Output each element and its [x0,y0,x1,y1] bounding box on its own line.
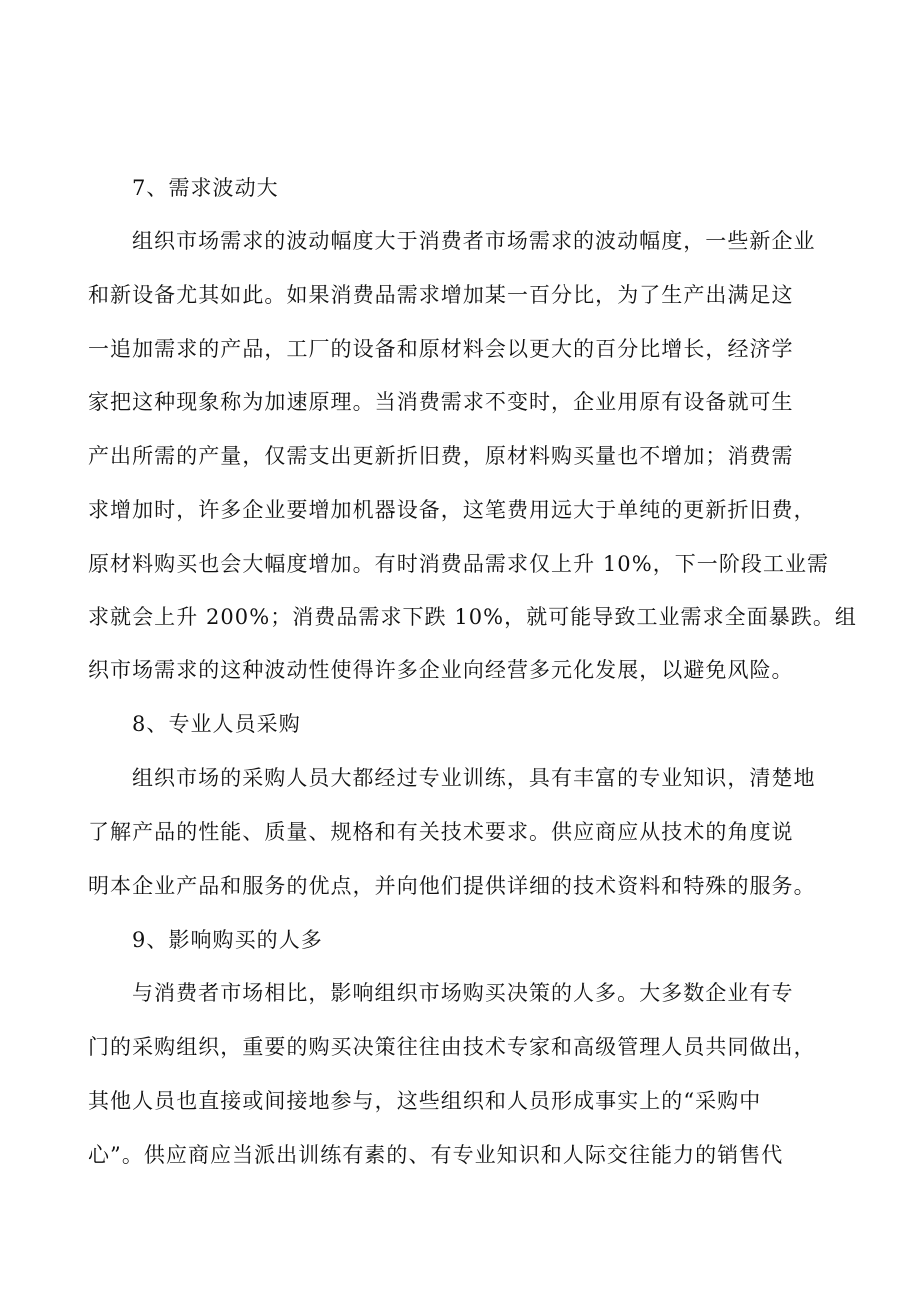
section-7-paragraph-line-8: 求就会上升 200%；消费品需求下跌 10%，就可能导致工业需求全面暴跌。组 [88,605,857,629]
section-9-paragraph-line-2: 门的采购组织，重要的购买决策往往由技术专家和高级管理人员共同做出， [88,1035,816,1059]
section-8-paragraph-line-1: 组织市场的采购人员大都经过专业训练，具有丰富的专业知识，清楚地 [132,766,816,790]
section-7-paragraph-line-4: 家把这种现象称为加速原理。当消费需求不变时，企业用原有设备就可生 [88,390,794,414]
section-7-paragraph-line-7: 原材料购买也会大幅度增加。有时消费品需求仅上升 10%，下一阶段工业需 [88,552,830,576]
section-7-paragraph-line-5: 产出所需的产量，仅需支出更新折旧费，原材料购买量也不增加；消费需 [88,444,794,468]
section-7-paragraph-line-6: 求增加时，许多企业要增加机器设备，这笔费用远大于单纯的更新折旧费， [88,498,816,522]
section-9-paragraph-line-1: 与消费者市场相比，影响组织市场购买决策的人多。大多数企业有专 [132,981,794,1005]
section-8-heading: 8、专业人员采购 [132,712,301,736]
section-8-paragraph-line-2: 了解产品的性能、质量、规格和有关技术要求。供应商应从技术的角度说 [88,820,794,844]
section-9-heading: 9、影响购买的人多 [132,928,323,952]
section-7-paragraph-line-1: 组织市场需求的波动幅度大于消费者市场需求的波动幅度，一些新企业 [132,229,816,253]
section-9-paragraph-line-4: 心”。供应商应当派出训练有素的、有专业知识和人际交往能力的销售代 [88,1143,784,1167]
section-7-heading: 7、需求波动大 [132,176,279,200]
section-7-paragraph-line-3: 一追加需求的产品，工厂的设备和原材料会以更大的百分比增长，经济学 [88,337,794,361]
section-9-paragraph-line-3: 其他人员也直接或间接地参与，这些组织和人员形成事实上的“采购中 [88,1089,762,1113]
section-8-paragraph-line-3: 明本企业产品和服务的优点，并向他们提供详细的技术资料和特殊的服务。 [88,874,816,898]
section-7-paragraph-line-9: 织市场需求的这种波动性使得许多企业向经营多元化发展，以避免风险。 [88,658,794,682]
section-7-paragraph-line-2: 和新设备尤其如此。如果消费品需求增加某一百分比，为了生产出满足这 [88,283,794,307]
